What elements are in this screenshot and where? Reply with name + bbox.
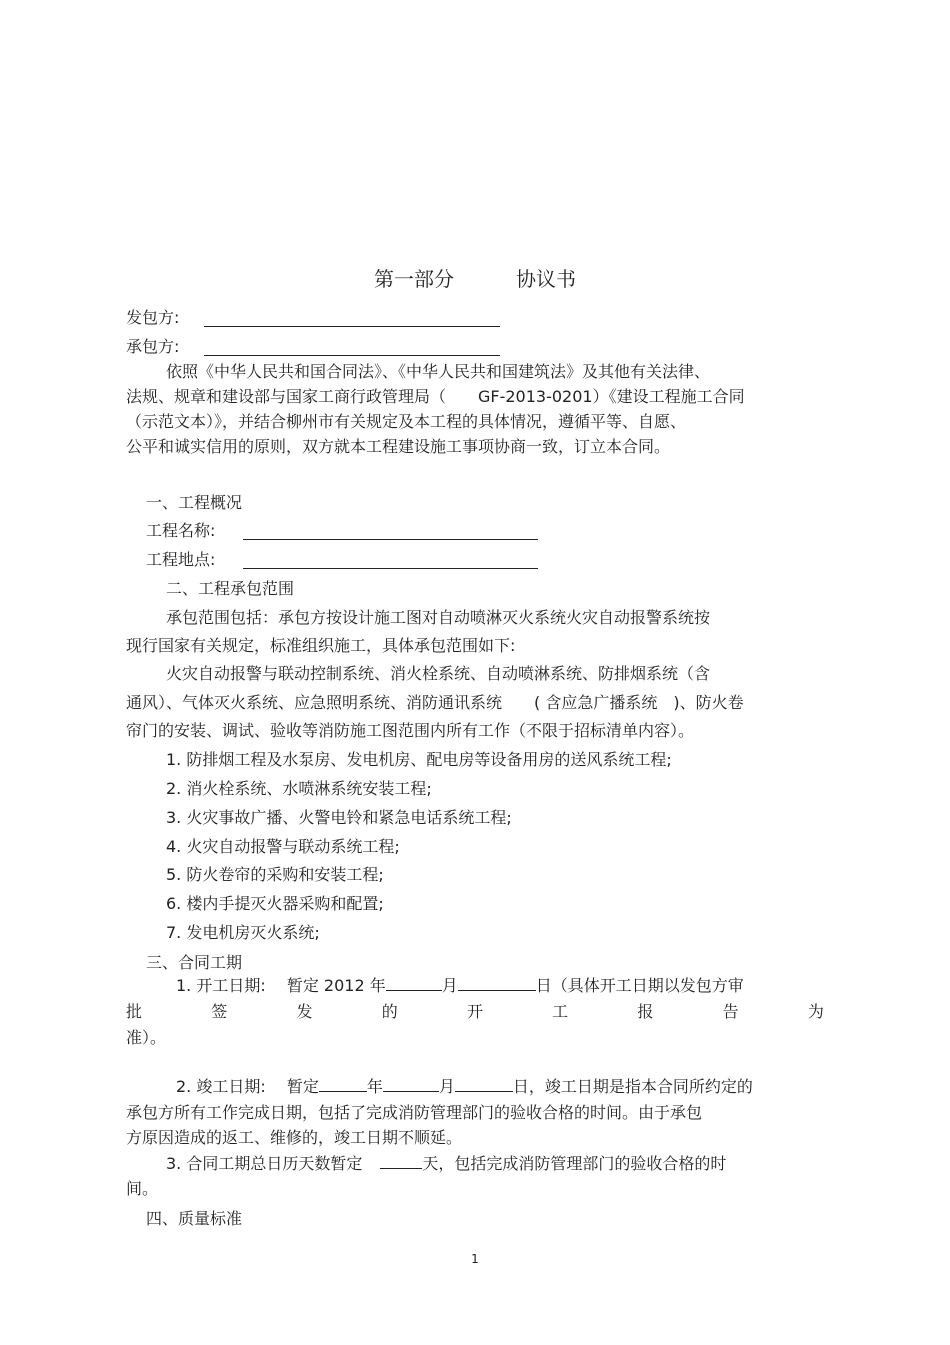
finish-month-unit: 月 <box>438 1077 455 1096</box>
total-days-blank <box>380 1154 422 1169</box>
employer-blank <box>204 326 500 327</box>
page-number: 1 <box>471 1252 479 1266</box>
scope-line: 火灾自动报警与联动控制系统、消火栓系统、自动喷淋系统、防排烟系统（含 <box>166 664 711 683</box>
contractor-label: 承包方: <box>126 337 180 356</box>
scope-line: 承包范围包括：承包方按设计施工图对自动喷淋灭火系统火灾自动报警系统按 <box>166 608 711 627</box>
employer-label: 发包方: <box>126 308 180 327</box>
scope-line: 现行国家有关规定，标准组织施工，具体承包范围如下: <box>126 636 516 655</box>
list-item: 4. 火灾自动报警与联动系统工程; <box>166 837 400 856</box>
spread-char: 为 <box>807 1002 824 1021</box>
finish-date-tail: 日，竣工日期是指本合同所约定的 <box>512 1077 753 1096</box>
scope-line: 通风）、气体灭火系统、应急照明系统、消防通讯系统 ( 含应急广播系统 )、防火卷 <box>126 693 744 712</box>
project-name-blank <box>243 539 538 540</box>
project-site-label: 工程地点: <box>146 550 216 569</box>
start-month-unit: 月 <box>441 976 458 995</box>
finish-year-blank <box>319 1077 367 1092</box>
total-duration-tail: 天，包括完成消防管理部门的验收合格的时 <box>422 1154 727 1173</box>
spread-char: 开 <box>466 1002 483 1021</box>
scope-line: 帘门的安装、调试、验收等消防施工图范围内所有工作（不限于招标清单内容）。 <box>126 721 695 740</box>
preamble-line: 依照《中华人民共和国合同法》、《中华人民共和国建筑法》及其他有关法律、 <box>166 362 711 381</box>
list-item: 1. 防排烟工程及水泵房、发电机房、配电房等设备用房的送风系统工程; <box>166 750 672 769</box>
spread-char: 签 <box>211 1002 228 1021</box>
finish-year-unit: 年 <box>366 1077 383 1096</box>
contractor-blank <box>204 355 500 356</box>
spread-char: 工 <box>552 1002 569 1021</box>
section-heading: 二、工程承包范围 <box>166 579 295 598</box>
start-date-line <box>176 976 744 996</box>
finish-date-prefix: 2. 竣工日期: 暂定 <box>176 1077 319 1096</box>
finish-day-blank <box>455 1077 513 1092</box>
list-item: 6. 楼内手提灭火器采购和配置; <box>166 894 384 913</box>
start-date-end: 准）。 <box>126 1028 167 1047</box>
start-month-blank <box>386 976 442 991</box>
section-heading: 一、工程概况 <box>146 493 243 512</box>
start-date-prefix: 1. 开工日期: 暂定 2012 年 <box>176 976 386 995</box>
list-item: 3. 火灾事故广播、火警电铃和紧急电话系统工程; <box>166 808 512 827</box>
spread-char: 发 <box>296 1002 313 1021</box>
spread-char: 的 <box>381 1002 398 1021</box>
finish-date-line3: 方原因造成的返工、维修的，竣工日期不顺延。 <box>126 1128 463 1147</box>
project-name-label: 工程名称: <box>146 521 216 540</box>
finish-date-line2: 承包方所有工作完成日期，包括了完成消防管理部门的验收合格的时间。由于承包 <box>126 1103 703 1122</box>
start-date-spread-line <box>126 1002 824 1022</box>
total-duration-line <box>166 1154 726 1174</box>
preamble-line: 法规、规章和建设部与国家工商行政管理局（ GF-2013-0201）《建设工程施工合同 <box>126 387 745 406</box>
list-item: 2. 消火栓系统、水喷淋系统安装工程; <box>166 779 432 798</box>
project-site-blank <box>243 568 538 569</box>
preamble-line: 公平和诚实信用的原则，双方就本工程建设施工事项协商一致，订立本合同。 <box>126 437 671 456</box>
spread-char: 批 <box>126 1002 143 1021</box>
preamble-line: （示范文本）》，并结合柳州市有关规定及本工程的具体情况，遵循平等、自愿、 <box>126 412 687 431</box>
title-part: 第一部分 <box>374 267 454 291</box>
list-item: 5. 防火卷帘的采购和安装工程; <box>166 865 384 884</box>
list-item: 7. 发电机房灭火系统; <box>166 923 320 942</box>
section-heading: 四、质量标准 <box>146 1209 243 1228</box>
start-day-blank <box>458 976 536 991</box>
total-duration-prefix: 3. 合同工期总日历天数暂定 <box>166 1154 363 1173</box>
section-heading: 三、合同工期 <box>146 953 243 972</box>
finish-date-line <box>176 1077 753 1097</box>
total-duration-line2: 间。 <box>126 1179 159 1198</box>
spread-char: 告 <box>722 1002 739 1021</box>
finish-month-blank <box>383 1077 439 1092</box>
spread-char: 报 <box>637 1002 654 1021</box>
page-title <box>0 263 950 292</box>
title-name: 协议书 <box>516 267 576 291</box>
start-date-tail: 日（具体开工日期以发包方审 <box>535 976 744 995</box>
